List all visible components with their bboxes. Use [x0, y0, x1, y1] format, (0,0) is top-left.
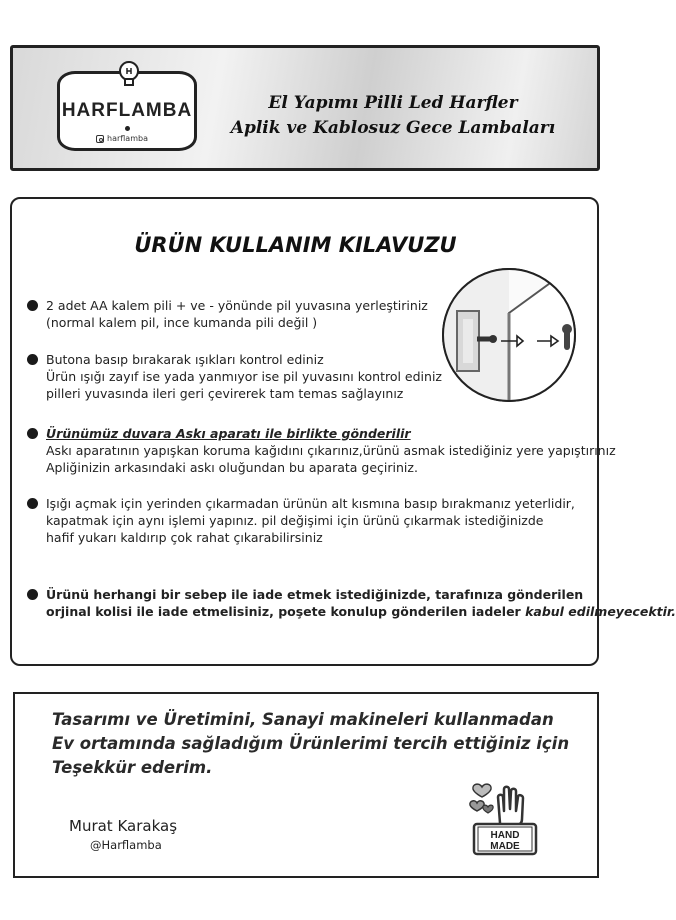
signature-name: Murat Karakaş [69, 817, 178, 835]
badge-text-made: MADE [490, 841, 520, 852]
step-line: Butona basıp bırakarak ışıkları kontrol ediniz [46, 352, 324, 367]
bullet-icon [27, 498, 38, 509]
heart-icon [473, 784, 491, 797]
step-batteries [27, 297, 428, 331]
step-line: Ürün ışığı zayıf ise yada yanmıyor ise pil yuvasını kontrol ediniz [46, 369, 442, 384]
instagram-icon [96, 135, 104, 143]
badge-text-hand: HAND [490, 830, 520, 841]
step-line: Askı aparatının yapışkan koruma kağıdını çıkarınız,ürünü asmak istediğiniz yere yapıştırınız [46, 443, 616, 458]
bullet-icon [27, 428, 38, 439]
harflamba-logo [57, 71, 197, 151]
logo-brand-name: HARFLAMBA [61, 100, 193, 121]
tagline-line2: Aplik ve Kablosuz Gece Lambaları [230, 118, 556, 138]
bullet-icon [27, 300, 38, 311]
step-line: 2 adet AA kalem pili + ve - yönünde pil yuvasına yerleştiriniz [46, 298, 428, 313]
thanks-panel [13, 692, 599, 878]
step-line: kapatmak için aynı işlemi yapınız. pil değişimi için ürünü çıkarmak istediğinizde [46, 513, 544, 528]
thanks-line2: Ev ortamında sağladığım Ürünlerimi tercih ettiğiniz için [52, 734, 570, 753]
step-line [46, 603, 676, 620]
usage-guide-panel [10, 197, 676, 666]
wall-hanger-drawing [439, 263, 579, 403]
heart-icon [483, 805, 493, 813]
bullet-icon [27, 589, 38, 600]
hand-icon [498, 787, 523, 825]
bullet-icon [27, 354, 38, 365]
tagline-line1: El Yapımı Pilli Led Harfler [268, 93, 518, 113]
step-switching [27, 495, 575, 546]
light-bulb-icon [118, 60, 140, 90]
handmade-badge [468, 777, 543, 857]
step-line: Apliğinizin arkasındaki askı oluğundan bu aparata geçiriniz. [46, 460, 418, 475]
step-line: Ürünü herhangi bir sebep ile iade etmek istediğinizde, tarafınıza gönderilen [46, 587, 584, 602]
step-line-part: orjinal kolisi ile iade etmelisiniz, poşete konulup gönderilen iadeler [46, 604, 521, 619]
step-line-emphasis: kabul edilmeyecektir. [525, 604, 676, 619]
step-returns [27, 586, 676, 620]
step-wall-hanger [27, 425, 616, 476]
thanks-line3: Teşekkür ederim. [52, 758, 213, 777]
guide-title: ÜRÜN KULLANIM KILAVUZU [134, 233, 457, 257]
signature-handle: @Harflamba [90, 838, 162, 852]
thanks-message [52, 708, 592, 780]
header-banner [10, 45, 600, 171]
logo-social-handle [96, 134, 148, 143]
logo-dot [125, 126, 130, 131]
step-line: pilleri yuvasında ileri geri çevirerek tam temas sağlayınız [46, 386, 404, 401]
wall-hanger-illustration [439, 263, 579, 403]
step-line: Işığı açmak için yerinden çıkarmadan ürünün alt kısmına basıp bırakmanız yeterlidir, [46, 496, 575, 511]
step-line: hafif yukarı kaldırıp çok rahat çıkarabilirsiniz [46, 530, 323, 545]
step-line: (normal kalem pil, ince kumanda pili değil ) [46, 315, 318, 330]
step-heading: Ürünümüz duvara Askı aparatı ile birlikte gönderilir [46, 426, 411, 441]
step-button-control [27, 351, 442, 402]
heart-icon [470, 801, 484, 811]
thanks-line1: Tasarımı ve Üretimini, Sanayi makineleri kullanmadan [52, 710, 554, 729]
logo-social-text: harflamba [107, 134, 148, 143]
